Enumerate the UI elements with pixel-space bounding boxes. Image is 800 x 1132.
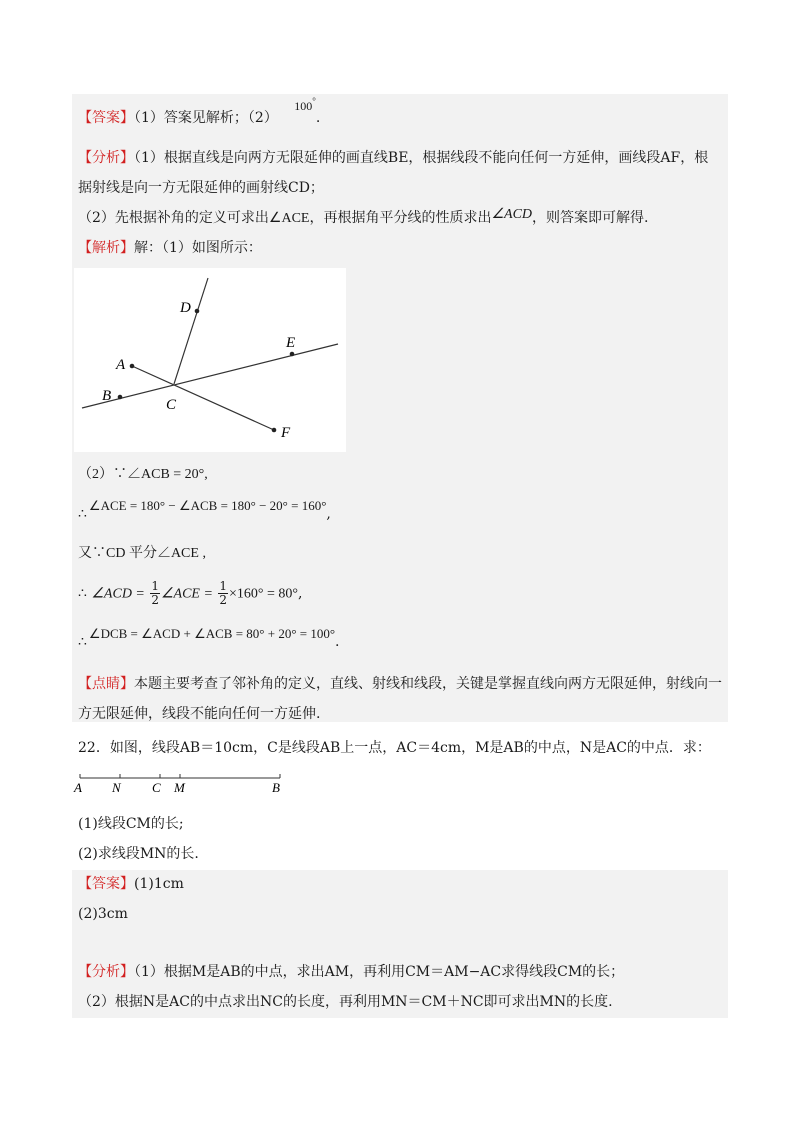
seg-label-c: C bbox=[152, 780, 161, 795]
label-f: F bbox=[281, 425, 291, 441]
comment-line-2: 方无限延伸，线段不能向任何一方延伸. bbox=[78, 706, 321, 722]
comment-tag: 【点睛】 bbox=[78, 676, 134, 692]
geometry-figure bbox=[74, 268, 346, 452]
analysis-line-3: （2）先根据补角的定义可求出∠ACE，再根据角平分线的性质求出∠ACD，则答案即可解得. bbox=[78, 207, 649, 226]
seg-label-b: B bbox=[272, 780, 280, 795]
point-b bbox=[118, 395, 123, 400]
sub-question-1: (1)线段CM的长; bbox=[78, 816, 184, 832]
point-f bbox=[272, 428, 277, 433]
segment-figure bbox=[72, 768, 292, 798]
answer-tag: 【答案】 bbox=[78, 110, 134, 126]
analysis2-line-1: 【分析】（1）根据M是AB的中点，求出AM，再利用CM＝AM−AC求得线段CM的长； bbox=[78, 964, 625, 980]
point-a bbox=[130, 364, 135, 369]
analysis-line-2: 据射线是向一方无限延伸的画射线CD； bbox=[78, 180, 324, 196]
seg-label-n: N bbox=[112, 780, 121, 795]
seg-label-a: A bbox=[74, 780, 82, 795]
step-1: （2）∵∠ACB = 20°, bbox=[78, 467, 208, 482]
label-d: D bbox=[180, 300, 191, 316]
answer2-line-1: 【答案】(1)1cm bbox=[78, 876, 184, 892]
step-5: ∴∠DCB = ∠ACD + ∠ACB = 80° + 20° = 100°. bbox=[78, 626, 340, 650]
label-e: E bbox=[286, 335, 296, 351]
label-a: A bbox=[116, 357, 126, 373]
analysis2-tag: 【分析】 bbox=[78, 964, 134, 980]
answer-value: 100° bbox=[294, 96, 316, 113]
answer2-tag: 【答案】 bbox=[78, 876, 134, 892]
lines-figure-svg bbox=[74, 268, 346, 452]
label-c: C bbox=[166, 397, 177, 413]
step-4: ∴ ∠ACD = $\frac{1}{2}$ ∠ACE = $\frac{1}{2}$ ×160° = 80°, bbox=[78, 579, 303, 607]
answer-line: 【答案】（1）答案见解析；（2） 100°. bbox=[78, 96, 321, 126]
solution-line: 【解析】解：（1）如图所示： bbox=[78, 240, 262, 256]
label-b: B bbox=[102, 388, 112, 404]
fraction-half: $\frac{1}{2}$ bbox=[219, 579, 228, 607]
segment-figure-svg bbox=[72, 768, 292, 798]
analysis2-line-2: （2）根据N是AC的中点求出NC的长度，再利用MN＝CM＋NC即可求出MN的长度. bbox=[78, 994, 613, 1010]
solution-tag: 【解析】 bbox=[78, 240, 134, 256]
sub-question-2: (2)求线段MN的长. bbox=[78, 846, 199, 862]
fraction-half: $\frac{1}{2}$ bbox=[151, 579, 159, 607]
step-3: 又∵CD 平分∠ACE , bbox=[78, 546, 206, 561]
point-d bbox=[195, 309, 200, 314]
ray-cd bbox=[174, 278, 208, 384]
step-2: ∴∠ACE = 180° − ∠ACB = 180° − 20° = 160°, bbox=[78, 498, 331, 522]
seg-label-m: M bbox=[174, 780, 185, 795]
analysis-line-1: 【分析】（1）根据直线是向两方无限延伸的画直线BE，根据线段不能向任何一方延伸，画线段AF，根 bbox=[78, 150, 709, 166]
segment-af bbox=[132, 366, 274, 430]
comment-line-1: 【点睛】本题主要考查了邻补角的定义，直线、射线和线段，关键是掌握直线向两方无限延伸，射线向一 bbox=[78, 676, 722, 692]
question-22: 22．如图，线段AB＝10cm，C是线段AB上一点，AC＝4cm，M是AB的中点，N是AC的中点．求： bbox=[78, 740, 711, 756]
answer2-line-2: (2)3cm bbox=[78, 906, 128, 922]
point-e bbox=[290, 352, 295, 357]
analysis-tag: 【分析】 bbox=[78, 150, 134, 166]
